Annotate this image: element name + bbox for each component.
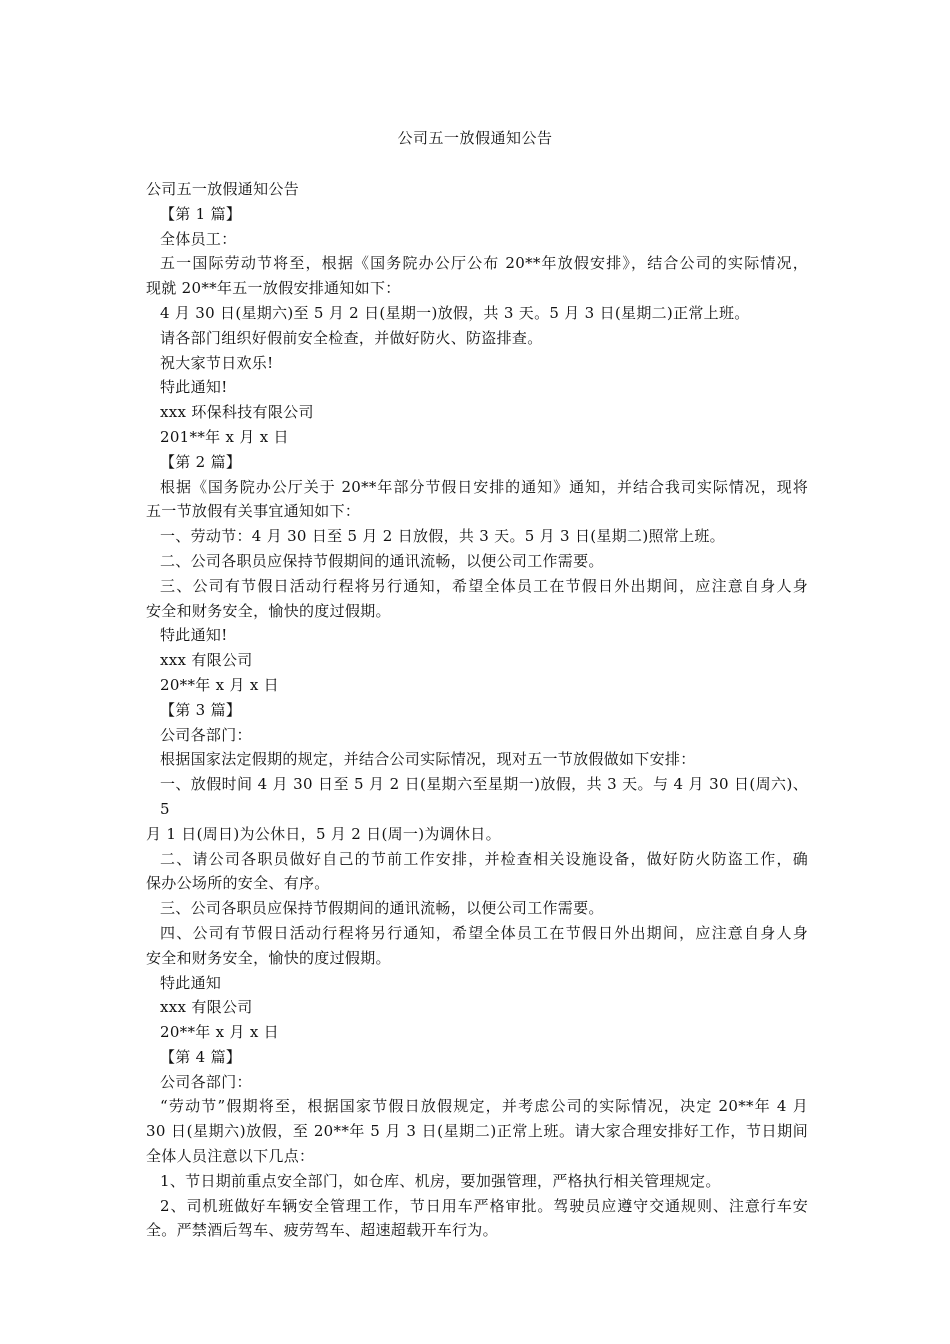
paragraph-line: 公司各部门： [160,1072,252,1091]
paragraph-line: 三、公司有节假日活动行程将另行通知，希望全体员工在节假日外出期间，应注意自身人身 [160,576,808,595]
paragraph-line: 30 日(星期六)放假，至 20**年 5 月 3 日(星期二)正常上班。请大家合理安排好工作，节日期间 [146,1122,808,1141]
paragraph-line: 全体人员注意以下几点： [146,1147,315,1166]
paragraph-line: 一、放假时间 4 月 30 日至 5 月 2 日(星期六至星期一)放假，共 3 天。与 4 月 30 日(周六)、5 [160,775,808,818]
paragraph-line: 现就 20**年五一放假安排通知如下： [146,279,401,298]
paragraph-line: 201**年 x 月 x 日 [160,427,289,446]
paragraph-line: xxx 环保科技有限公司 [160,403,314,422]
paragraph-line: 祝大家节日欢乐! [160,353,274,372]
paragraph-line: 全体员工： [160,229,237,248]
paragraph-line: 20**年 x 月 x 日 [160,675,279,694]
paragraph-line: 2、司机班做好车辆安全管理工作，节日用车严格审批。驾驶员应遵守交通规则、注意行车安 [160,1196,808,1215]
paragraph-line: 20**年 x 月 x 日 [160,1023,279,1042]
paragraph-line: 根据国家法定假期的规定，并结合公司实际情况，现对五一节放假做如下安排： [160,750,696,769]
paragraph-line: 安全和财务安全，愉快的度过假期。 [146,948,391,967]
paragraph-line: 四、公司有节假日活动行程将另行通知，希望全体员工在节假日外出期间，应注意自身人身 [160,923,808,942]
paragraph-line: 二、请公司各职员做好自己的节前工作安排，并检查相关设施设备，做好防火防盗工作，确 [160,849,808,868]
paragraph-line: 特此通知 [160,973,222,992]
paragraph-line: 五一节放假有关事宜通知如下： [146,502,361,521]
paragraph-line: 公司五一放假通知公告 [146,180,300,198]
paragraph-line: 【第 1 篇】 [160,204,242,223]
paragraph-line: “劳动节”假期将至，根据国家节假日放假规定，并考虑公司的实际情况，决定 20**年 4 月 [160,1097,808,1116]
document-body [146,177,808,1243]
paragraph-line: 一、劳动节：4 月 30 日至 5 月 2 日放假，共 3 天。5 月 3 日(星期二)照常上班。 [160,527,725,546]
paragraph-line: 1、节日期前重点安全部门，如仓库、机房，要加强管理，严格执行相关管理规定。 [160,1171,721,1190]
paragraph-line: xxx 有限公司 [160,651,253,670]
paragraph-line: 【第 3 篇】 [160,700,242,719]
paragraph-line: 保办公场所的安全、有序。 [146,874,330,893]
paragraph-line: 特此通知! [160,626,228,645]
paragraph-line: 五一国际劳动节将至，根据《国务院办公厅公布 20**年放假安排》，结合公司的实际情况， [160,254,808,273]
paragraph-line: 请各部门组织好假前安全检查，并做好防火、防盗排查。 [160,328,543,347]
paragraph-line: 公司各部门： [160,725,252,744]
paragraph-line: 【第 4 篇】 [160,1047,242,1066]
paragraph-line: 全。严禁酒后驾车、疲劳驾车、超速超载开车行为。 [146,1221,498,1240]
paragraph-line: 【第 2 篇】 [160,452,242,471]
paragraph-line: 月 1 日(周日)为公休日，5 月 2 日(周一)为调休日。 [146,824,501,843]
paragraph-line: 二、公司各职员应保持节假期间的通讯流畅，以便公司工作需要。 [160,551,604,570]
paragraph-line: 特此通知! [160,378,228,397]
paragraph-line: 三、公司各职员应保持节假期间的通讯流畅，以便公司工作需要。 [160,899,604,918]
paragraph-line: 根据《国务院办公厅关于 20**年部分节假日安排的通知》通知，并结合我司实际情况，现将 [160,477,808,496]
paragraph-line: xxx 有限公司 [160,998,253,1017]
paragraph-line: 安全和财务安全，愉快的度过假期。 [146,601,391,620]
document-title: 公司五一放假通知公告 [397,129,553,147]
paragraph-line: 4 月 30 日(星期六)至 5 月 2 日(星期一)放假，共 3 天。5 月 3 日(星期二)正常上班。 [160,303,750,322]
